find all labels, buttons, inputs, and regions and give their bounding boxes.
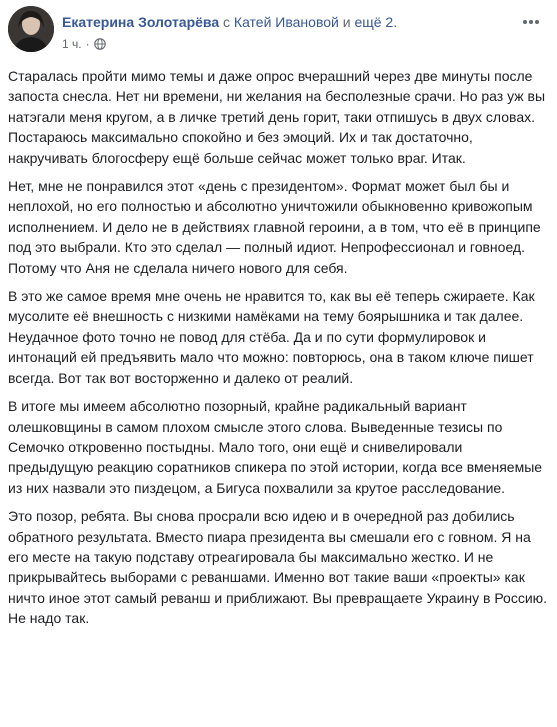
author-name-link[interactable]: Екатерина Золотарёва [62,14,220,30]
post-header [8,6,549,58]
post-body [8,66,549,637]
post-paragraph: Нет, мне не понравился этот «день с президентом». Формат может был бы и неплохой, но его полностью и абсолютно уничтожили обыкновенно кривожопым исполнением. И дело не в действиях главной героини, а в том, что её в принципе под это выбрали. Кто это сделал — полный идиот. Непрофессионал и говноед. Потому что Аня не сделала ничего нового для себя. [8,178,541,276]
author-avatar[interactable] [8,6,54,52]
tagged-others-link[interactable]: ещё 2. [354,14,398,30]
post-timestamp[interactable]: 1 ч. [62,37,82,51]
post-paragraph: Старалась пройти мимо темы и даже опрос вчерашний через две минуты после запоста снесла. Нет ни времени, ни желания на бесполезные срачи. Но раз уж вы натэгали меня кругом, а в личке третий день горит, таки отпишусь в двух словах. Постараюсь максимально спокойно и без эмоций. Их и так достаточно, накручивать блогосферу ещё больше сейчас может только враг. Итак. [8,68,546,166]
post-paragraph: Это позор, ребята. Вы снова просрали всю идею и в очередной раз добились обратного результата. Вместо пиара президента вы смешали его с говном. Я на его месте на такую подставу отреагировала бы максимально жестко. И не прикрывайтесь выборами с реваншами. Именно вот такие ваши «проекты» как ничто иное этот самый реванш и приближают. Вы превращаете Украину в Россию. Не надо так. [8,508,548,627]
and-word: и [342,14,351,30]
tagged-person-link[interactable]: Катей Ивановой [233,14,339,30]
post-meta [62,36,106,52]
post-paragraph: В это же самое время мне очень не нравится то, как вы её теперь сжираете. Как мусолите её внешность с низкими намёками на тему боярышника и так далее. Неудачное фото точно не повод для стёба. Да и по сути формулировок и интонаций ей предъявить мало что можно: повторюсь, она в таком ключе пишет всегда. Вот так вот восторженно и далеко от реалий. [8,288,535,386]
author-line [62,13,397,31]
post-paragraph: В итоге мы имеем абсолютно позорный, крайне радикальный вариант олешковщины в самом плохом смысле этого слова. Выведенные тезисы по Семочко откровенно постыдны. Мало того, они ещё и снивелировали предыдущую реакцию соратников спикера по этой истории, когда все вменяемые из них назвали это пиздецом, а Бигуса похвалили за крутое расследование. [8,398,543,496]
avatar-photo [8,6,54,52]
more-options-button[interactable] [519,10,543,34]
globe-icon[interactable] [94,38,106,50]
meta-separator: · [85,37,90,51]
with-word: с [223,14,231,30]
more-horizontal-icon [522,19,540,25]
